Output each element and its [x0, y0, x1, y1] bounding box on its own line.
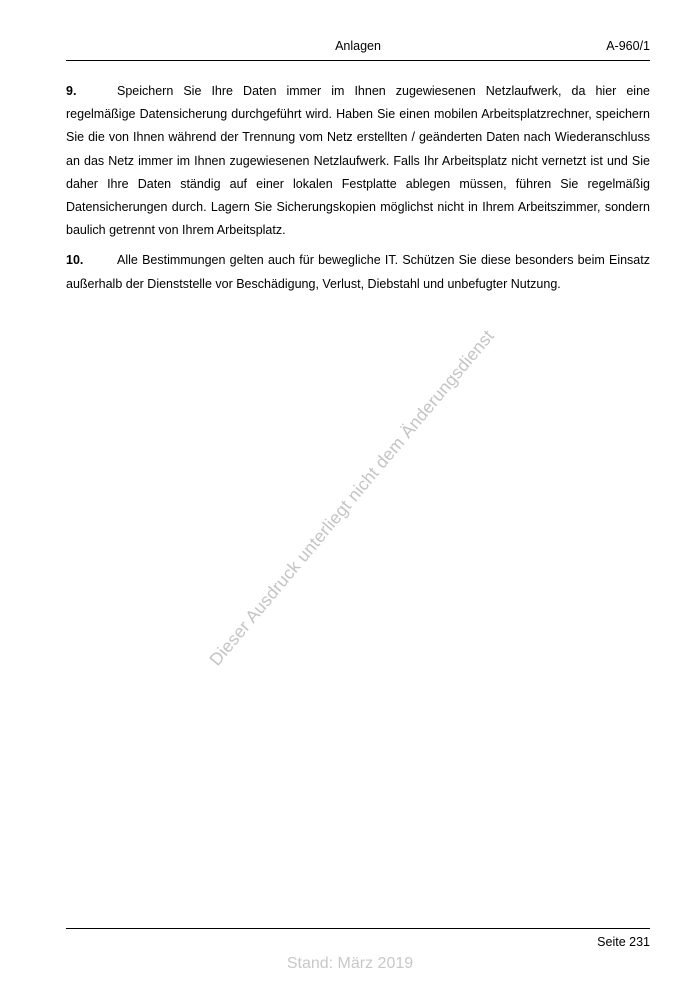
- document-body: [66, 80, 650, 303]
- header-document-id: A-960/1: [606, 39, 650, 53]
- watermark: Dieser Ausdruck unterliegt nicht dem Änderungsdienst: [205, 325, 498, 670]
- page-number: Seite 231: [597, 935, 650, 949]
- paragraph-text: Alle Bestimmungen gelten auch für bewegliche IT. Schützen Sie diese besonders beim Einsatz außerhalb der Dienststelle vor Beschädigung, Verlust, Diebstahl und unbefugter Nutzung.: [66, 253, 650, 291]
- paragraph-number: 9.: [66, 84, 77, 98]
- page-footer: [66, 928, 650, 949]
- paragraph-10: [66, 249, 650, 295]
- paragraph-text: Speichern Sie Ihre Daten immer im Ihnen zugewiesenen Netzlaufwerk, da hier eine regelmäßige Datensicherung durchgeführt wird. Haben Sie einen mobilen Arbeitsplatzrechner, speichern Sie die von Ihnen während der Trennung vom Netz erstellten / geänderten Daten nach Wiederanschluss an das Netz immer im Ihnen zugewiesenen Netzlaufwerk. Falls Ihr Arbeitsplatz nicht vernetzt ist und Sie daher Ihre Daten ständig auf einer lokalen Festplatte ablegen müssen, führen Sie regelmäßig Datensicherungen durch. Lagern Sie Sicherungskopien möglichst nicht in Ihrem Arbeitszimmer, sondern baulich getrennt von Ihrem Arbeitsplatz.: [66, 84, 650, 238]
- page-header: [66, 38, 650, 61]
- stand-date: Stand: März 2019: [286, 955, 414, 972]
- header-section-title: Anlagen: [335, 39, 381, 53]
- paragraph-9: [66, 80, 650, 242]
- paragraph-number: 10.: [66, 253, 84, 268]
